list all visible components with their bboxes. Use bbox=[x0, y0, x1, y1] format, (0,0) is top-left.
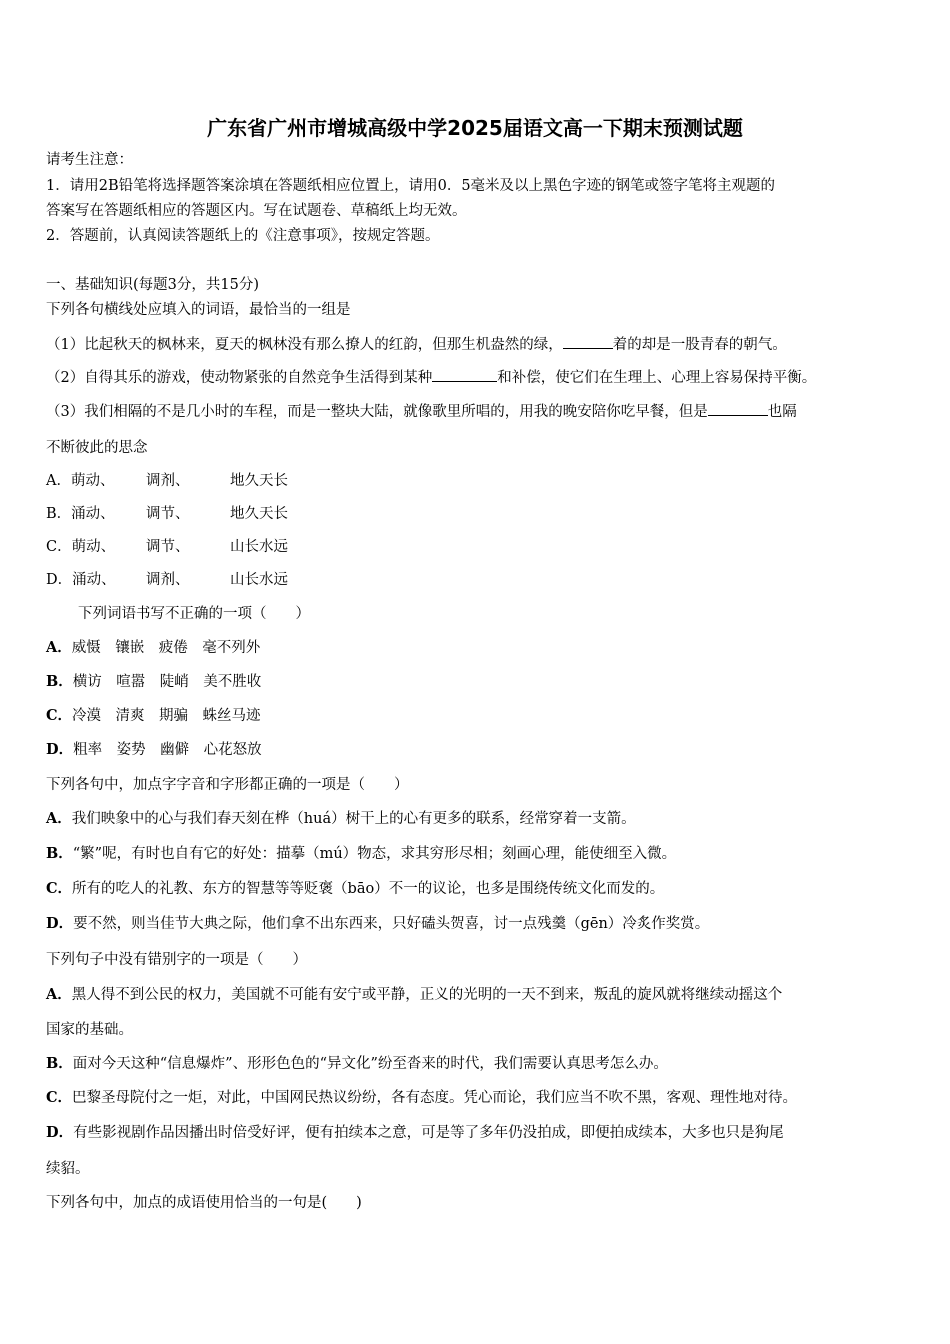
q3-option-b: B．“繁”呢，有时也自有它的好处：描摹（mú）物态，求其穷形尽相；刻画心理，能使细至入微。 bbox=[46, 845, 677, 862]
q1-s1-part-b: 着的却是一股青春的朝气。 bbox=[612, 337, 787, 353]
page-title: 广东省广州市增城高级中学2025届语文高一下期末预测试题 bbox=[207, 116, 743, 140]
blank-line bbox=[563, 334, 613, 349]
q1-sentence-1 bbox=[46, 334, 787, 355]
q1-sentence-3-cont: 不断彼此的思念 bbox=[46, 440, 148, 456]
blank-line bbox=[708, 401, 768, 416]
q4-option-a: A．黑人得不到公民的权力，美国就不可能有安宁或平静，正义的光明的一天不到来，叛乱的旋风就将继续动摇这个 bbox=[46, 986, 783, 1003]
section-heading: 一、基础知识(每题3分，共15分) bbox=[46, 277, 259, 293]
q4-option-c: C．巴黎圣母院付之一炬，对此，中国网民热议纷纷，各有态度。凭心而论，我们应当不吹不黑，客观、理性地对待。 bbox=[46, 1089, 798, 1106]
q1-s2-part-a: （2）自得其乐的游戏，使动物紧张的自然竞争生活得到某种 bbox=[46, 370, 433, 386]
q4-stem: 下列句子中没有错别字的一项是（ ） bbox=[46, 952, 307, 968]
q1-s2-part-b: 和补偿，使它们在生理上、心理上容易保持平衡。 bbox=[497, 370, 817, 386]
q3-stem: 下列各句中，加点字字音和字形都正确的一项是（ ） bbox=[46, 777, 409, 793]
q1-s3-part-a: （3）我们相隔的不是几小时的车程，而是一整块大陆，就像歌里所唱的，用我的晚安陪你吃早餐，但是 bbox=[46, 404, 708, 420]
q1-s3-part-b: 也隔 bbox=[767, 404, 797, 420]
notice-heading: 请考生注意： bbox=[46, 152, 133, 168]
q1-option-b: B．涌动、 调节、 地久天长 bbox=[46, 506, 288, 522]
q4-option-a-cont: 国家的基础。 bbox=[46, 1022, 133, 1038]
notice-item-2: 2．答题前，认真阅读答题纸上的《注意事项》，按规定答题。 bbox=[46, 228, 440, 244]
notice-item-1b: 答案写在答题纸相应的答题区内。写在试题卷、草稿纸上均无效。 bbox=[46, 203, 467, 219]
q1-sentence-3 bbox=[46, 401, 797, 422]
q1-sentence-2 bbox=[46, 367, 816, 388]
q3-option-d: D．要不然，则当佳节大典之际，他们拿不出东西来，只好磕头贺喜，讨一点残羹（gēn）冷炙作奖赏。 bbox=[46, 915, 710, 932]
q2-stem: 下列词语书写不正确的一项（ ） bbox=[78, 606, 310, 622]
q5-stem: 下列各句中，加点的成语使用恰当的一句是( ) bbox=[46, 1195, 362, 1211]
q2-option-b: B．横访 喧嚣 陡峭 美不胜收 bbox=[46, 673, 262, 690]
q1-option-a: A．萌动、 调剂、 地久天长 bbox=[46, 473, 288, 489]
q1-option-c: C．萌动、 调节、 山长水远 bbox=[46, 539, 288, 555]
q4-option-b: B．面对今天这种“信息爆炸”、形形色色的“异文化”纷至沓来的时代，我们需要认真思考怎么办。 bbox=[46, 1055, 668, 1072]
q1-option-d: D．涌动、 调剂、 山长水远 bbox=[46, 572, 288, 588]
q2-option-c: C．冷漠 清爽 期骗 蛛丝马迹 bbox=[46, 707, 261, 724]
q1-stem: 下列各句横线处应填入的词语，最恰当的一组是 bbox=[46, 302, 351, 318]
q2-option-a: A．威慑 镶嵌 疲倦 毫不列外 bbox=[46, 639, 261, 656]
blank-line bbox=[432, 367, 497, 382]
q3-option-a: A．我们映象中的心与我们春天刻在桦（huá）树干上的心有更多的联系，经常穿着一支箭。 bbox=[46, 810, 636, 827]
q1-s1-part-a: （1）比起秋天的枫林来，夏天的枫林没有那么撩人的红韵，但那生机盎然的绿， bbox=[46, 337, 563, 353]
q4-option-d: D．有些影视剧作品因播出时倍受好评，便有拍续本之意，可是等了多年仍没拍成，即便拍成续本，大多也只是狗尾 bbox=[46, 1124, 784, 1141]
q4-option-d-cont: 续貂。 bbox=[46, 1161, 90, 1177]
q2-option-d: D．粗率 姿势 幽僻 心花怒放 bbox=[46, 741, 262, 758]
notice-item-1a: 1．请用2B铅笔将选择题答案涂填在答题纸相应位置上，请用0．5毫米及以上黑色字迹的钢笔或签字笔将主观题的 bbox=[46, 178, 776, 194]
q3-option-c: C．所有的吃人的礼教、东方的智慧等等贬褒（bāo）不一的议论，也多是围绕传统文化而发的。 bbox=[46, 880, 665, 897]
